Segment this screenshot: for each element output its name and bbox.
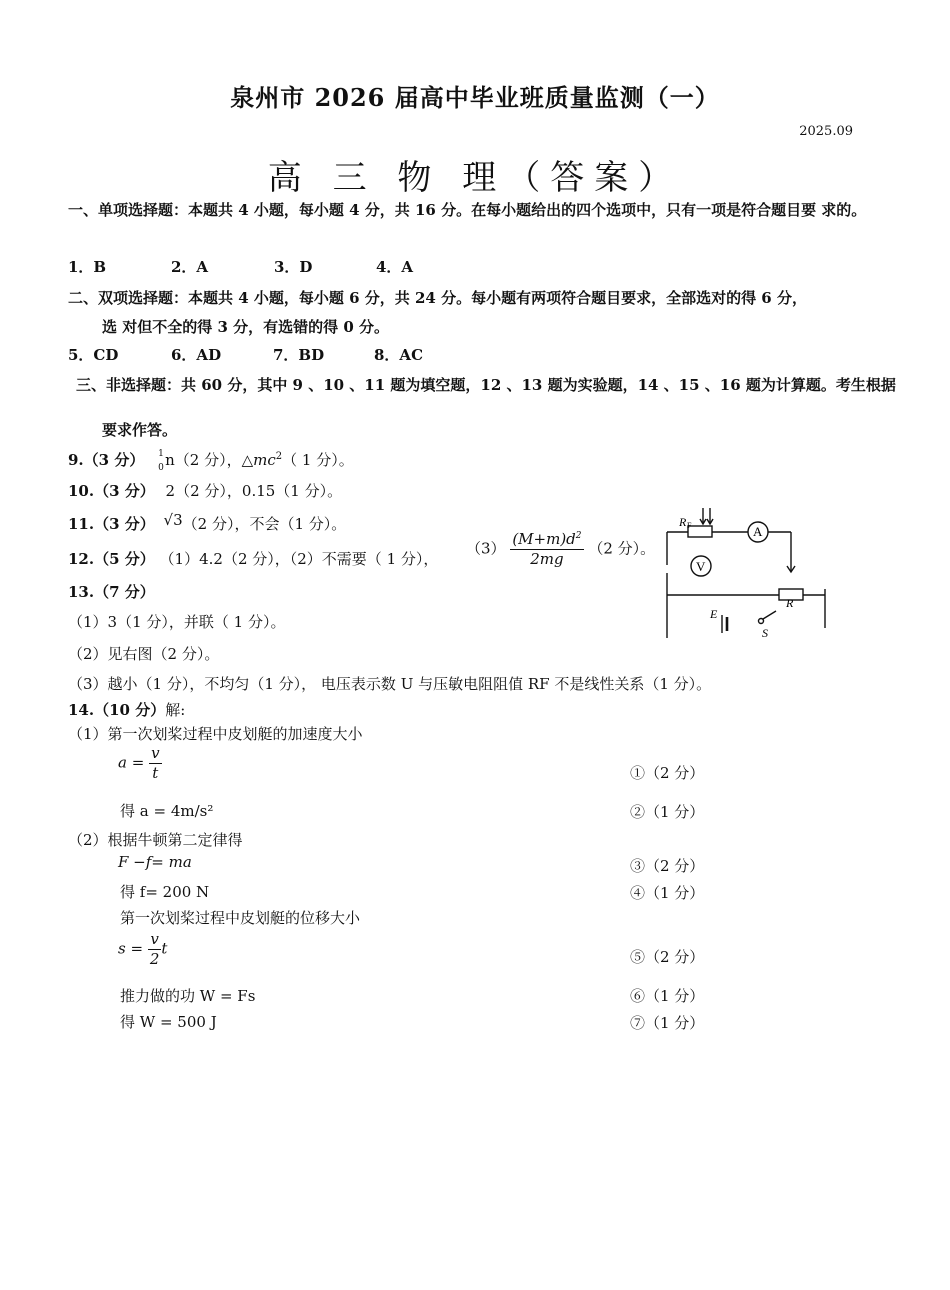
- q9-atomic-number: 0: [158, 463, 164, 473]
- section3-heading-line1: 三、非选择题：共 60 分，其中 9 、10 、11 题为填空题，12 、13 题为实验题，14 、15 、16 题为计算题。考生根据: [76, 376, 896, 394]
- q14-eq5-den: 2: [149, 949, 160, 968]
- section2-heading-line2: 选 对但不全的得 3 分，有选错的得 0 分。: [102, 318, 389, 336]
- q9-score-1: （2 分），△: [174, 451, 254, 469]
- q14-score5: ⑤（2 分）: [630, 948, 705, 966]
- q11-label: 11.（3 分）: [68, 515, 155, 533]
- q12-part3-label: （3）: [466, 539, 506, 558]
- q13-label: 13.（7 分）: [68, 583, 155, 601]
- page-subtitle: 高 三 物 理（答案）: [267, 158, 683, 198]
- q14-eq1-lhs: a =: [118, 753, 145, 772]
- q14-part3: 第一次划桨过程中皮划艇的位移大小: [120, 909, 361, 927]
- q10-text: 2（2 分），0.15（1 分）。: [165, 482, 343, 500]
- q14-eq7: 得 W = 500 J: [120, 1013, 217, 1031]
- q14-eq5-num: v: [148, 930, 162, 950]
- q14-score1: ①（2 分）: [630, 764, 705, 782]
- answer-1: 1．B: [68, 258, 107, 276]
- q14-eq5-lhs: s =: [118, 939, 144, 958]
- q13-line1: （1）3（1 分），并联（ 1 分）。: [68, 613, 286, 631]
- answer-3: 3．D: [274, 258, 313, 276]
- q14-score4: ④（1 分）: [630, 884, 705, 902]
- q9-mass-number: 1: [158, 449, 164, 459]
- q14-part1: （1）第一次划桨过程中皮划艇的加速度大小: [68, 725, 363, 743]
- q14-eq2: 得 a = 4m/s²: [120, 802, 214, 820]
- q14-label-tail: 解:: [165, 701, 186, 719]
- section3-heading-line2: 要求作答。: [102, 421, 178, 439]
- answer-5: 5．CD: [68, 346, 119, 364]
- q14-part2: （2）根据牛顿第二定律得: [68, 831, 243, 849]
- answer-7: 7．BD: [273, 346, 325, 364]
- label-ammeter: A: [753, 524, 763, 539]
- section1-heading: 一、单项选择题：本题共 4 小题，每小题 4 分，共 16 分。在每小题给出的四个选项中，只有一项是符合题目要 求的。: [68, 201, 867, 219]
- exam-date: 2025.09: [799, 124, 853, 139]
- label-e: E: [710, 607, 718, 621]
- section2-heading-line1: 二、双项选择题：本题共 4 小题，每小题 6 分，共 24 分。每小题有两项符合题目要求，全部选对的得 6 分，: [68, 289, 807, 307]
- q12-answer: [68, 548, 438, 569]
- q14-score7: ⑦（1 分）: [630, 1014, 705, 1032]
- q12-score: （2 分）。: [588, 539, 656, 558]
- q14-eq1: [118, 744, 162, 783]
- q9-exp: 2: [275, 451, 283, 462]
- page-title: 泉州市 2026 届高中毕业班质量监测（一）: [230, 83, 720, 112]
- q9-mc: mc: [253, 451, 276, 469]
- answer-4: 4．A: [376, 258, 414, 276]
- label-rf: R: [679, 515, 687, 529]
- q9-score-2: （ 1 分）。: [282, 451, 354, 469]
- answer-8: 8．AC: [374, 346, 424, 364]
- q11-text: （2 分），不会（1 分）。: [182, 515, 347, 533]
- q12-denominator: 2mg: [530, 549, 564, 568]
- q14-score6: ⑥（1 分）: [630, 987, 705, 1005]
- q14-eq1-fraction: [149, 744, 161, 783]
- pressure-resistor-rf: [688, 526, 712, 537]
- q11-answer: [68, 513, 346, 534]
- answer-6: 6．AD: [171, 346, 222, 364]
- q14-eq1-num: v: [151, 744, 160, 762]
- q10-label: 10.（3 分）: [68, 482, 155, 500]
- q9-answer: [68, 449, 354, 473]
- q14-eq6: 推力做的功 W = Fs: [120, 987, 256, 1005]
- q13-line3: （3）越小（1 分），不均匀（1 分）， 电压表示数 U 与压敏电阻阻值 RF 不是线性关系（1 分）。: [68, 675, 712, 693]
- q12-numerator: (M+m)d: [512, 530, 576, 548]
- q9-label: 9.（3 分）: [68, 451, 145, 469]
- answer-2: 2．A: [171, 258, 209, 276]
- q14-label: 14.（10 分）: [68, 701, 166, 719]
- q14-eq3: F −f= ma: [118, 853, 192, 871]
- q11-sqrt: √3: [163, 511, 183, 529]
- q14-eq5-fraction: [148, 930, 162, 969]
- label-s: S: [762, 626, 768, 640]
- q12-text: （1）4.2（2 分），（2）不需要（ 1 分），: [159, 550, 439, 568]
- q9-neutron: n: [165, 451, 175, 469]
- q12-part3: [466, 530, 655, 569]
- q12-fraction: [510, 530, 583, 569]
- q14-header: [68, 699, 185, 720]
- q14-eq4: 得 f= 200 N: [120, 883, 210, 901]
- q14-score2: ②（1 分）: [630, 803, 705, 821]
- label-rf-sub: F: [687, 521, 692, 530]
- q12-num-exp: 2: [575, 531, 582, 541]
- q13-line2: （2）见右图（2 分）。: [68, 645, 220, 663]
- q12-label: 12.（5 分）: [68, 550, 155, 568]
- q14-eq1-den: t: [152, 763, 159, 782]
- label-voltmeter: V: [696, 559, 706, 574]
- circuit-diagram: [655, 505, 840, 645]
- q10-answer: [68, 480, 342, 501]
- q14-eq5: [118, 930, 167, 969]
- label-r: R: [786, 596, 794, 610]
- q14-eq5-t: t: [161, 939, 168, 958]
- q14-score3: ③（2 分）: [630, 857, 705, 875]
